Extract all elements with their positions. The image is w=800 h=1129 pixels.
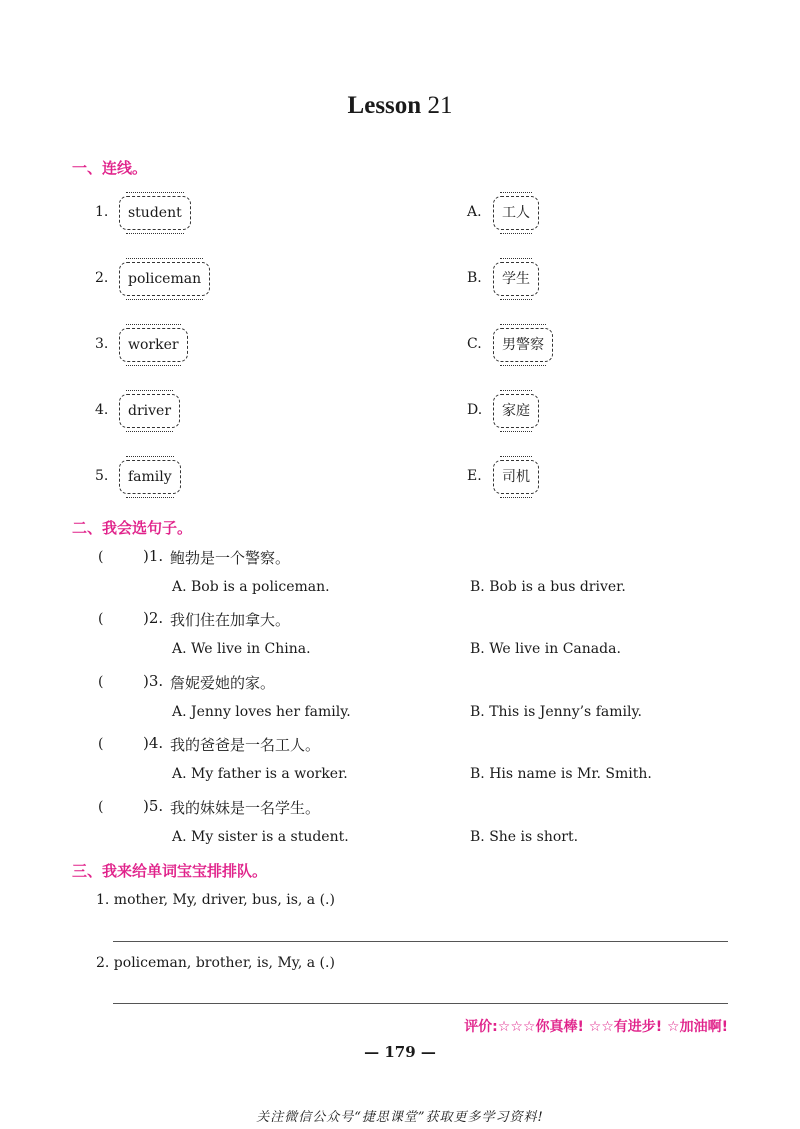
question-number: )1.	[143, 547, 164, 565]
answer-line[interactable]	[113, 1003, 728, 1004]
match-left-label: 1.	[95, 204, 109, 220]
match-right-label: D.	[467, 402, 483, 418]
question-number: )5.	[143, 797, 164, 815]
footer-note: 关注微信公众号“捷思课堂”获取更多学习资料!	[256, 1110, 544, 1125]
match-left-label: 4.	[95, 402, 109, 418]
match-left-box[interactable]: family	[119, 460, 181, 494]
option-b[interactable]: B. This is Jenny’s family.	[470, 704, 642, 720]
match-right-box[interactable]: 学生	[493, 262, 539, 296]
section1-heading: 一、连线。	[72, 159, 148, 177]
page-title	[0, 92, 800, 120]
answer-paren-open[interactable]: (	[98, 674, 104, 690]
title-number: 21	[427, 92, 453, 119]
question-number: )3.	[143, 672, 164, 690]
option-a[interactable]: A. Bob is a policeman.	[172, 579, 330, 595]
match-right-label: E.	[467, 468, 482, 484]
question-text: 我们住在加拿大。	[170, 611, 291, 629]
option-a[interactable]: A. Jenny loves her family.	[172, 704, 351, 720]
match-right-box[interactable]: 家庭	[493, 394, 539, 428]
question-text: 我的妹妹是一名学生。	[170, 799, 321, 817]
match-left-box[interactable]: driver	[119, 394, 180, 428]
question-text: 詹妮爱她的家。	[170, 674, 276, 692]
match-right-label: C.	[467, 336, 482, 352]
question-text: 我的爸爸是一名工人。	[170, 736, 321, 754]
option-b[interactable]: B. We live in Canada.	[470, 641, 621, 657]
answer-paren-open[interactable]: (	[98, 799, 104, 815]
evaluation-line: 评价:☆☆☆你真棒! ☆☆有进步! ☆加油啊!	[464, 1019, 728, 1035]
option-b[interactable]: B. She is short.	[470, 829, 579, 845]
option-b[interactable]: B. His name is Mr. Smith.	[470, 766, 652, 782]
question-text: 鲍勃是一个警察。	[170, 549, 291, 567]
option-b[interactable]: B. Bob is a bus driver.	[470, 579, 626, 595]
title-lesson: Lesson	[347, 92, 422, 119]
match-left-label: 3.	[95, 336, 109, 352]
match-right-box[interactable]: 工人	[493, 196, 539, 230]
option-a[interactable]: A. My father is a worker.	[172, 766, 348, 782]
match-right-label: A.	[467, 204, 482, 220]
question-number: )4.	[143, 734, 164, 752]
page-number: — 179 —	[364, 1043, 436, 1061]
option-a[interactable]: A. We live in China.	[172, 641, 311, 657]
answer-paren-open[interactable]: (	[98, 549, 104, 565]
match-right-label: B.	[467, 270, 482, 286]
answer-paren-open[interactable]: (	[98, 611, 104, 627]
match-left-box[interactable]: worker	[119, 328, 188, 362]
match-left-box[interactable]: policeman	[119, 262, 210, 296]
match-left-label: 5.	[95, 468, 109, 484]
answer-paren-open[interactable]: (	[98, 736, 104, 752]
option-a[interactable]: A. My sister is a student.	[172, 829, 349, 845]
question-number: )2.	[143, 609, 164, 627]
section2-heading: 二、我会选句子。	[72, 519, 193, 537]
section3-heading: 三、我来给单词宝宝排排队。	[72, 862, 268, 880]
match-right-box[interactable]: 司机	[493, 460, 539, 494]
match-left-label: 2.	[95, 270, 109, 286]
reorder-item: 1. mother, My, driver, bus, is, a (.)	[96, 892, 335, 908]
answer-line[interactable]	[113, 941, 728, 942]
match-right-box[interactable]: 男警察	[493, 328, 553, 362]
reorder-item: 2. policeman, brother, is, My, a (.)	[96, 955, 335, 971]
match-left-box[interactable]: student	[119, 196, 191, 230]
